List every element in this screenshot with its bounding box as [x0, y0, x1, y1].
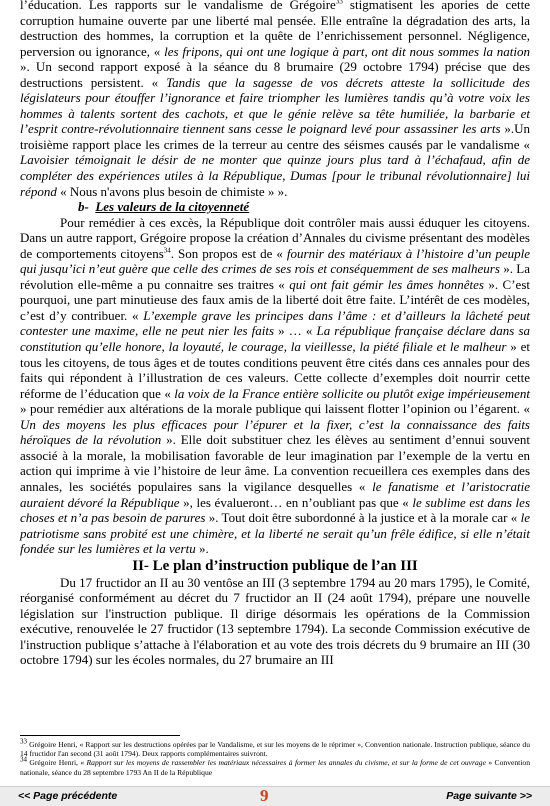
footnote-ref-33[interactable]: 33	[335, 0, 343, 6]
footnote-ref-34[interactable]: 34	[163, 246, 171, 255]
previous-page-link[interactable]: << Page précédente	[18, 790, 118, 802]
footnote-33: $^{33}$ Grégoire Henri, « Rapport sur les destructions opérées par le Vandalisme, et sur les moyens de le réprimer », Convention nationale. Instruction publique, séance du 14 fructidor l'an second (31 août 1794). Deux rapports complémentaires suivront.	[20, 737, 530, 759]
footnote-34: $^{34}$ Grégoire Henri, « Rapport sur les moyens de rassembler les matériaux nécessaires à former les annales du civisme, et sur la forme de cet ouvrage » Convention nationale, séance du 28 septembre 1793 An II de la République	[20, 755, 530, 777]
footnote-separator	[20, 735, 180, 736]
page-number: 9	[260, 786, 269, 805]
next-page-link[interactable]: Page suivante >>	[446, 790, 532, 802]
page-navigation-bar	[0, 786, 550, 806]
paragraph-plan-instruction: Du 17 fructidor an II au 30 ventôse an III (3 septembre 1794 au 20 mars 1795), le Comité, réorganisé conformément au décret du 7 fructidor an II (24 août 1794), prépare une nouvelle législation sur l'instruction publique. Il dirige désormais les opérations de la Commission exécutive, renouvelée le 27 fructidor (13 septembre 1794). La seconde Commission exécutive de l'instruction publique s’attache à l'élaboration et au vote des trois décrets du 9 brumaire an III (30 octobre 1794) sur les écoles normales, du 27 brumaire an III	[20, 574, 530, 668]
footnotes	[20, 737, 530, 777]
paragraph-citoyennete: Pour remédier à ces excès, la République doit contrôler mais aussi éduquer les citoyens. Dans un autre rapport, Grégoire propose la création d’Annales du civisme présentant des modèles de comportements citoyens$^{34}$. Son propos est de « fournir des matériaux à l’histoire d’un peuple qui jusqu’ici n’eut guère que celle des crimes de ses rois et conséquemment de ses malheurs ». La révolution elle-même a pu connaitre ses traitres « qui ont fait gémir les âmes honnêtes ». C’est pourquoi, une part minutieuse des faux amis de la liberté doit être faite. L’intérêt de ces modèles, c’est d’y contribuer. « L’exemple grave les principes dans l’âme : et d’ailleurs la lâcheté peut contester une maxime, elle ne peut nier les faits » … « La république française déclare dans sa constitution qu’elle honore, la loyauté, le courage, la vieillesse, la piété filiale et le malheur » et tous les citoyens, de tous âges et de toutes conditions peuvent être cités dans ces annales pour des faits qui répondent à l’illustration de ces valeurs. Cette collecte d’exemples doit nourrir cette réforme de l’éducation que « la voix de la France entière sollicite ou plutôt exige impérieusement » pour remédier aux altérations de la morale publique qui laissent flotter l’opinion ou l’égarent. « Un des moyens les plus efficaces pour l’épurer et la fixer, c’est la connaissance des faits héroïques de la révolution ». Elle doit substituer chez les élèves au sentiment d’ennui souvent associé à la morale, la mobilisation favorable de leur imagination par l’exemple de la vertu en action qui imprime à vie l’histoire de leur âme. La convention recueillera ces exemples dans des annales, les sociétés populaires sans la vigilance desquelles « le fanatisme et l’aristocratie auraient dévoré la République », les évalueront… en n’oubliant pas que « le sublime est dans les choses et n’a pas besoin de parures ». Tout doit être subordonné à la justice et à la morale car « le patriotisme sans probité est une chimère, et la liberté ne serait qu’un frêle édifice, si elle n’était fondée sur les lumières et la vertu ».	[20, 214, 531, 557]
body-text	[20, 0, 530, 668]
section-heading: II- Le plan d’instruction publique de l’an III	[132, 557, 418, 574]
paragraph-vandalisme: l’éducation. Les rapports sur le vandalisme de Grégoire$^{33}$ stigmatisent les apories de cette corruption humaine ouverte par une liberté mal pensée. Elle entraîne la dégradation des arts, la destruction des hommes, la corruption et la quête de l’enrichissement personnel. Négligence, perversion ou ignorance, « les fripons, qui ont une logique à part, ont dit nous sommes la nation ». Un second rapport exposé à la séance du 8 brumaire (29 octobre 1794) précise que des destructions persistent. « Tandis que la sagesse de vos décrets atteste la sollicitude des législateurs pour étouffer l’ignorance et faire triompher les lumières tandis qu’à votre voix les hommes à talents sortent des cachots, et que le génie relève sa tête humiliée, la barbarie et l’esprit contre-révolutionnaire tiennent sans cesse le poignard levé pour assassiner les arts ».Un troisième rapport place les crimes de la terreur au centre des séismes causés par le vandalisme « Lavoisier témoignait le désir de ne monter que quinze jours plus tard à l’échafaud, afin de compléter des expériences utiles à la République, Dumas [pour le tribunal révolutionnaire] lui répond « Nous n'avons plus besoin de chimiste » ».	[20, 0, 530, 199]
subheading-citoyennete: b- Les valeurs de la citoyenneté	[78, 199, 250, 215]
